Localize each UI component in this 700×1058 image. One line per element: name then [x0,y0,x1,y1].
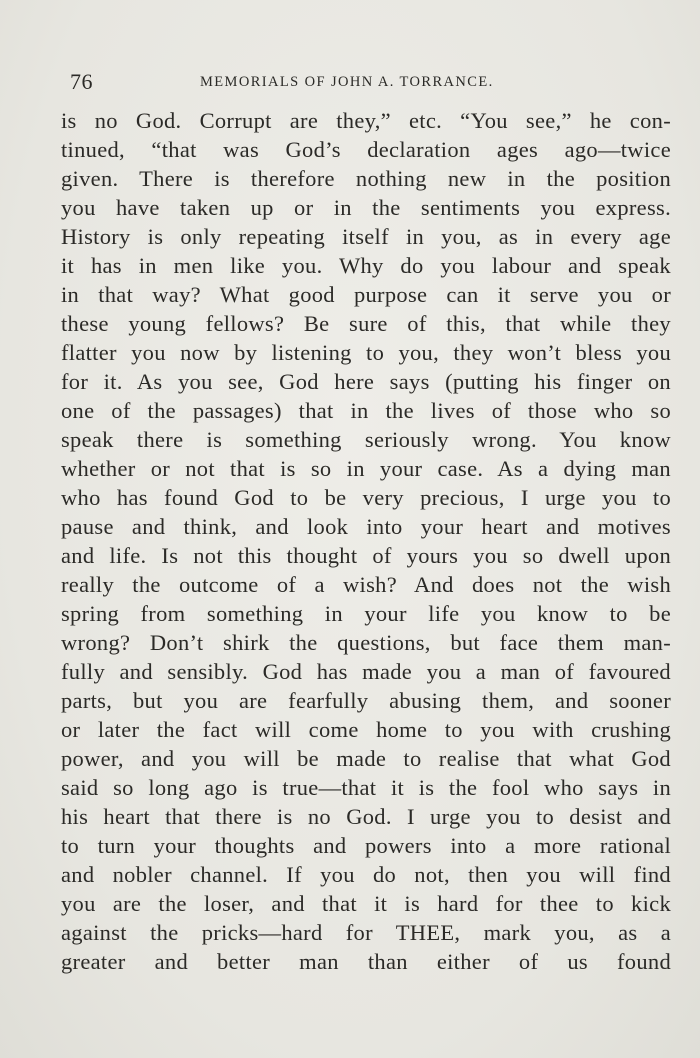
text-line: parts, but you are fearfully abusing them, and sooner [61,688,671,713]
text-line: in that way? What good purpose can it serve you or [61,282,671,307]
text-line: speak there is something seriously wrong. You know [61,427,671,452]
text-line: his heart that there is no God. I urge you to desist and [61,804,671,829]
text-line: spring from something in your life you know to be [61,601,671,626]
text-line: greater and better man than either of us found [61,949,671,974]
text-line: History is only repeating itself in you, as in every age [61,224,671,249]
page-header [70,68,670,96]
text-line: or later the fact will come home to you with crushing [61,717,671,742]
text-line: really the outcome of a wish? And does not the wish [61,572,671,597]
text-line: is no God. Corrupt are they,” etc. “You see,” he con- [61,108,671,133]
text-line: you have taken up or in the sentiments you express. [61,195,671,220]
text-line: fully and sensibly. God has made you a man of favoured [61,659,671,684]
text-line: to turn your thoughts and powers into a more rational [61,833,671,858]
text-line: and nobler channel. If you do not, then you will find [61,862,671,887]
text-line: one of the passages) that in the lives of those who so [61,398,671,423]
text-line: whether or not that is so in your case. As a dying man [61,456,671,481]
text-line: it has in men like you. Why do you labour and speak [61,253,671,278]
text-line: these young fellows? Be sure of this, that while they [61,311,671,336]
text-line: pause and think, and look into your heart and motives [61,514,671,539]
text-line: you are the loser, and that it is hard for thee to kick [61,891,671,916]
text-line: against the pricks—hard for THEE, mark you, as a [61,920,671,945]
running-head: MEMORIALS OF JOHN A. TORRANCE. [200,74,494,90]
text-line: power, and you will be made to realise that what God [61,746,671,771]
text-line: said so long ago is true—that it is the fool who says in [61,775,671,800]
text-line: wrong? Don’t shirk the questions, but face them man- [61,630,671,655]
text-line: given. There is therefore nothing new in the position [61,166,671,191]
text-line: who has found God to be very precious, I urge you to [61,485,671,510]
text-line: tinued, “that was God’s declaration ages ago—twice [61,137,671,162]
text-line: flatter you now by listening to you, they won’t bless you [61,340,671,365]
page-number: 76 [70,69,93,94]
body-text [61,106,671,976]
text-line: and life. Is not this thought of yours you so dwell upon [61,543,671,568]
text-line: for it. As you see, God here says (putting his finger on [61,369,671,394]
